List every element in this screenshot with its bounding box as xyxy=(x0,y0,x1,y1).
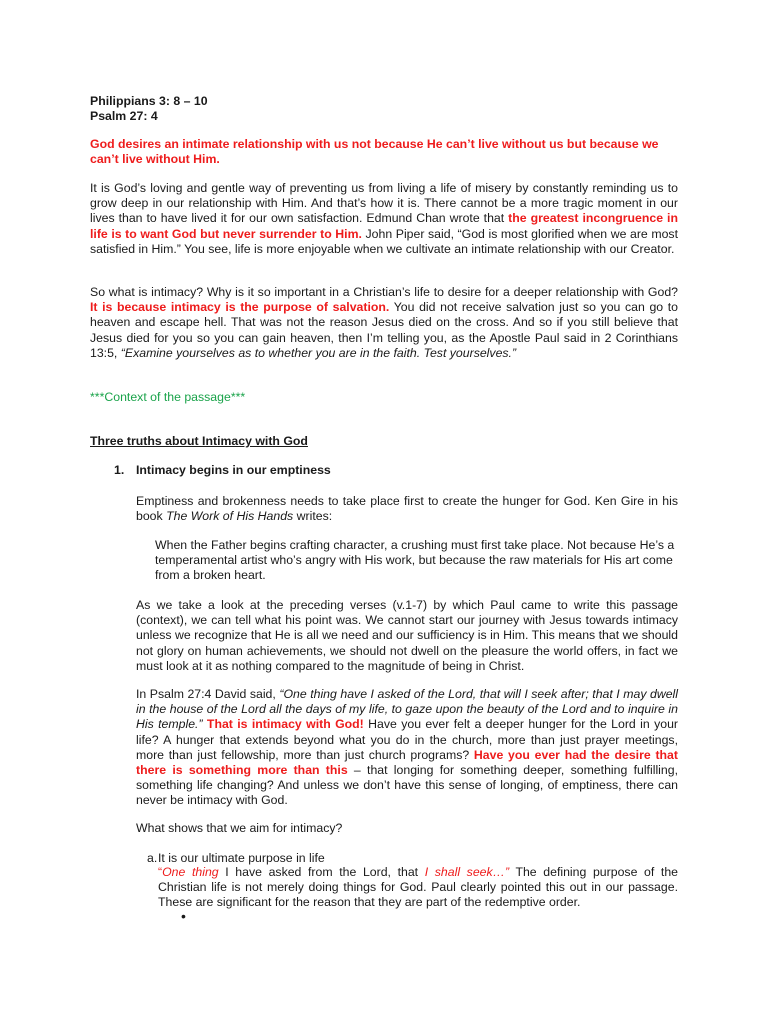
sub-point-a-title: It is our ultimate purpose in life xyxy=(158,851,325,865)
paragraph-intimacy: So what is intimacy? Why is it so important in a Christian’s life to desire for a deeper relationship with God? It is because intimacy is the purpose of salvation. You did not receive salvation just so you can go to heaven and escape hell. That was not the reason Jesus died on the cross. And so if you still believe that Jesus died for you so you can gain heaven, then I’m telling you, as the Apostle Paul said in 2 Corinthians 13:5, “Examine yourselves as to whether you are in the faith. Test yourselves.” xyxy=(90,285,678,360)
paragraph-preceding-verses: As we take a look at the preceding verses (v.1-7) by which Paul came to write this passage (context), we can tell what his point was. We cannot start our journey with Jesus towards intimacy unless we recognize that He is all we need and our sufficiency is in Him. This means that we should not glory on human achievements, we should not dwell on the pleasure the world offers, in fact we must look at it as nothing compared to the magnitude of being in Christ. xyxy=(136,598,678,673)
highlight-desire: Have you ever had the desire that there is something more than this xyxy=(136,747,678,778)
scripture-references xyxy=(90,94,390,124)
quote-psalm: “One thing have I asked of the Lord, that will I seek after; that I may dwell in the house of the Lord all the days of my life, to gaze upon the beauty of the Lord and to inquire in His temple.” xyxy=(136,687,679,732)
context-note: ***Context of the passage*** xyxy=(90,390,246,404)
quote-one-thing: One thing xyxy=(162,865,219,879)
scripture-ref-philippians: Philippians 3: 8 – 10 xyxy=(90,94,208,108)
point-1-heading xyxy=(0,463,768,479)
point-1-title: Intimacy begins in our emptiness xyxy=(136,463,331,477)
paragraph-one-thing: “One thing I have asked from the Lord, that I shall seek…” The defining purpose of the Christian life is not merely doing things for God. Paul clearly pointed this out in our passage. These are significant for the reason that they are part of the redemptive order. xyxy=(158,865,678,910)
section-heading: Three truths about Intimacy with God xyxy=(90,434,308,448)
quote-i-shall-seek: I shall seek…” xyxy=(424,865,510,879)
paragraph-emptiness: Emptiness and brokenness needs to take place first to create the hunger for God. Ken Gire in his book The Work of His Hands writes: xyxy=(136,494,678,524)
lead-statement: God desires an intimate relationship with us not because He can’t live without us but because we can’t live without Him. xyxy=(90,137,659,167)
quote-corinthians: “Examine yourselves as to whether you are in the faith. Test yourselves.” xyxy=(120,345,517,360)
empty-bullet-item xyxy=(0,909,768,925)
book-title: The Work of His Hands xyxy=(166,509,294,524)
highlight-intimacy-with-god: That is intimacy with God! xyxy=(202,717,364,732)
bullet-icon: • xyxy=(181,908,186,924)
block-quote-gire: When the Father begins crafting character, a crushing must first take place. Not because He’s a temperamental artist who’s angry with His work, but because the raw materials for His art come from a broken heart. xyxy=(155,538,675,583)
highlight-incongruence: the greatest incongruence in life is to want God but never surrender to Him. xyxy=(90,211,678,241)
highlight-purpose-salvation: It is because intimacy is the purpose of salvation. xyxy=(90,300,390,315)
point-1-number: 1. xyxy=(114,463,125,477)
scripture-ref-psalm: Psalm 27: 4 xyxy=(90,109,158,124)
paragraph-intro: It is God’s loving and gentle way of preventing us from living a life of misery by constantly reminding us to grow deep in our relationship with Him. And that’s how it is. There cannot be a more tragic moment in our lives than to have lived it for our own satisfaction. Edmund Chan wrote that the greatest incongruence in life is to want God but never surrender to Him. John Piper said, “God is most glorified when we are most satisfied in Him.” You see, life is more enjoyable when we cultivate an intimate relationship with our Creator. xyxy=(90,181,678,256)
sub-point-a-letter: a. xyxy=(147,851,158,865)
paragraph-question: What shows that we aim for intimacy? xyxy=(136,821,343,835)
paragraph-psalm-27: In Psalm 27:4 David said, “One thing have I asked of the Lord, that will I seek after; that I may dwell in the house of the Lord all the days of my life, to gaze upon the beauty of the Lord and to inquire in His temple.” That is intimacy with God! Have you ever felt a deeper hunger for the Lord in your life? A hunger that extends beyond what you do in the church, more than just prayer meetings, more than just fellowship, more than just church programs? Have you ever had the desire that there is something more than this – that longing for something deeper, something fulfilling, something life changing? And unless we don’t have this sense of longing, of emptiness, there can never be intimacy with God. xyxy=(136,687,679,808)
